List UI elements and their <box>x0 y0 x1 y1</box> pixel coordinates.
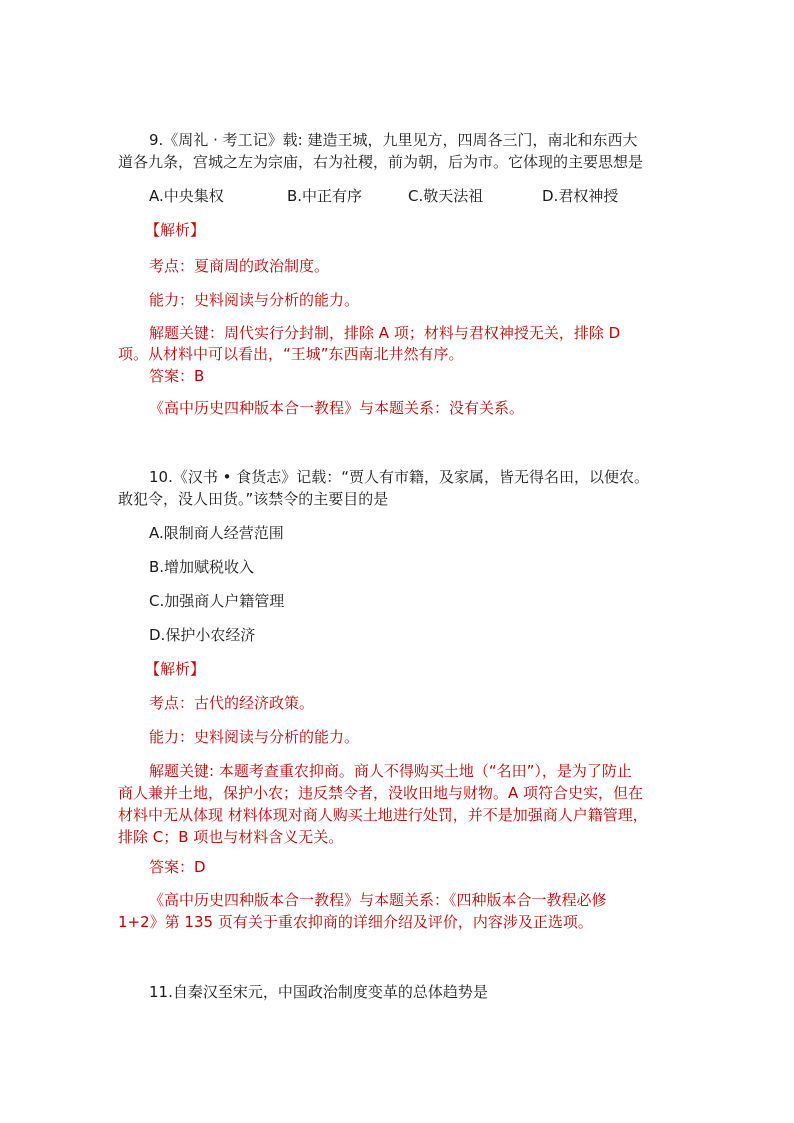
q10-option-d: D.保护小农经济 <box>149 626 256 644</box>
q10-relation-line1: 《高中历史四种版本合一教程》与本题关系：《四种版本合一教程必修 <box>149 891 607 909</box>
q10-key-line4: 排除 C；B 项也与材料含义无关。 <box>118 828 344 846</box>
q10-key-option-a: A <box>508 784 519 802</box>
q10-key-text-a: 商人兼并土地，保护小农；违反禁令者，没收田地与财物。 <box>118 784 509 802</box>
q9-analysis-heading: 【解析】 <box>145 221 206 239</box>
q9-answer-value: B <box>194 367 205 385</box>
q11-stem-line1: 11.自秦汉至宋元，中国政治制度变革的总体趋势是 <box>149 983 488 1001</box>
q9-key-line1 <box>149 323 620 343</box>
q10-relation-line2: 1+2》第 135 页有关于重农抑商的详细介绍及评价，内容涉及正选项。 <box>118 913 593 931</box>
q10-option-c: C.加强商人户籍管理 <box>149 592 285 610</box>
q10-option-b: B.增加赋税收入 <box>149 558 255 576</box>
q9-key-text-a: 解题关键：周代实行分封制，排除 <box>149 324 379 342</box>
q10-key-line1: 解题关键: 本题考查重农抑商。商人不得购买土地（“名田”），是为了防止 <box>149 762 632 780</box>
q10-key-line2 <box>118 783 643 803</box>
q9-option-c: C.敬天法祖 <box>408 187 484 205</box>
q10-key-text-c: 项符合史实，但在 <box>518 784 644 802</box>
q10-stem-line1: 10.《汉书 • 食货志》记载：“贾人有市籍，及家属，皆无得名田，以便农。 <box>149 468 650 486</box>
q9-option-a: A.中央集权 <box>149 187 224 205</box>
q9-key-text-c: 项；材料与君权神授无关，排除 <box>389 324 609 342</box>
q10-nengli: 能力：史料阅读与分析的能力。 <box>149 728 360 746</box>
q10-answer-value: D <box>194 858 206 876</box>
q9-nengli: 能力：史料阅读与分析的能力。 <box>149 291 360 309</box>
q10-analysis-heading: 【解析】 <box>145 660 206 678</box>
q9-stem-line1: 9.《周礼 · 考工记》载: 建造王城，九里见方，四周各三门，南北和东西大 <box>149 131 638 149</box>
q10-key-line3: 材料中无从体现 材料体现对商人购买土地进行处罚，并不是加强商人户籍管理， <box>118 806 648 824</box>
q9-stem-line2: 道各九条，宫城之左为宗庙，右为社稷，前为朝，后为市。它体现的主要思想是 <box>118 153 644 171</box>
q9-key-option-d: D <box>608 324 621 342</box>
q10-option-a: A.限制商人经营范围 <box>149 524 284 542</box>
q9-option-d: D.君权神授 <box>542 187 619 205</box>
q10-answer-label: 答案： <box>149 858 195 876</box>
q9-relation: 《高中历史四种版本合一教程》与本题关系：没有关系。 <box>149 399 525 417</box>
q10-stem-line2: 敢犯令，没人田货。”该禁令的主要目的是 <box>118 490 389 508</box>
q9-option-b: B.中正有序 <box>287 187 363 205</box>
q9-key-option-a: A <box>378 324 390 342</box>
q9-kaodian: 考点：夏商周的政治制度。 <box>149 257 330 275</box>
q9-answer-label: 答案： <box>149 367 195 385</box>
q10-answer <box>149 857 206 877</box>
q9-answer <box>149 366 204 386</box>
q9-key-line2: 项。从材料中可以看出，“王城”东西南北井然有序。 <box>118 345 464 363</box>
q10-kaodian: 考点：古代的经济政策。 <box>149 694 315 712</box>
